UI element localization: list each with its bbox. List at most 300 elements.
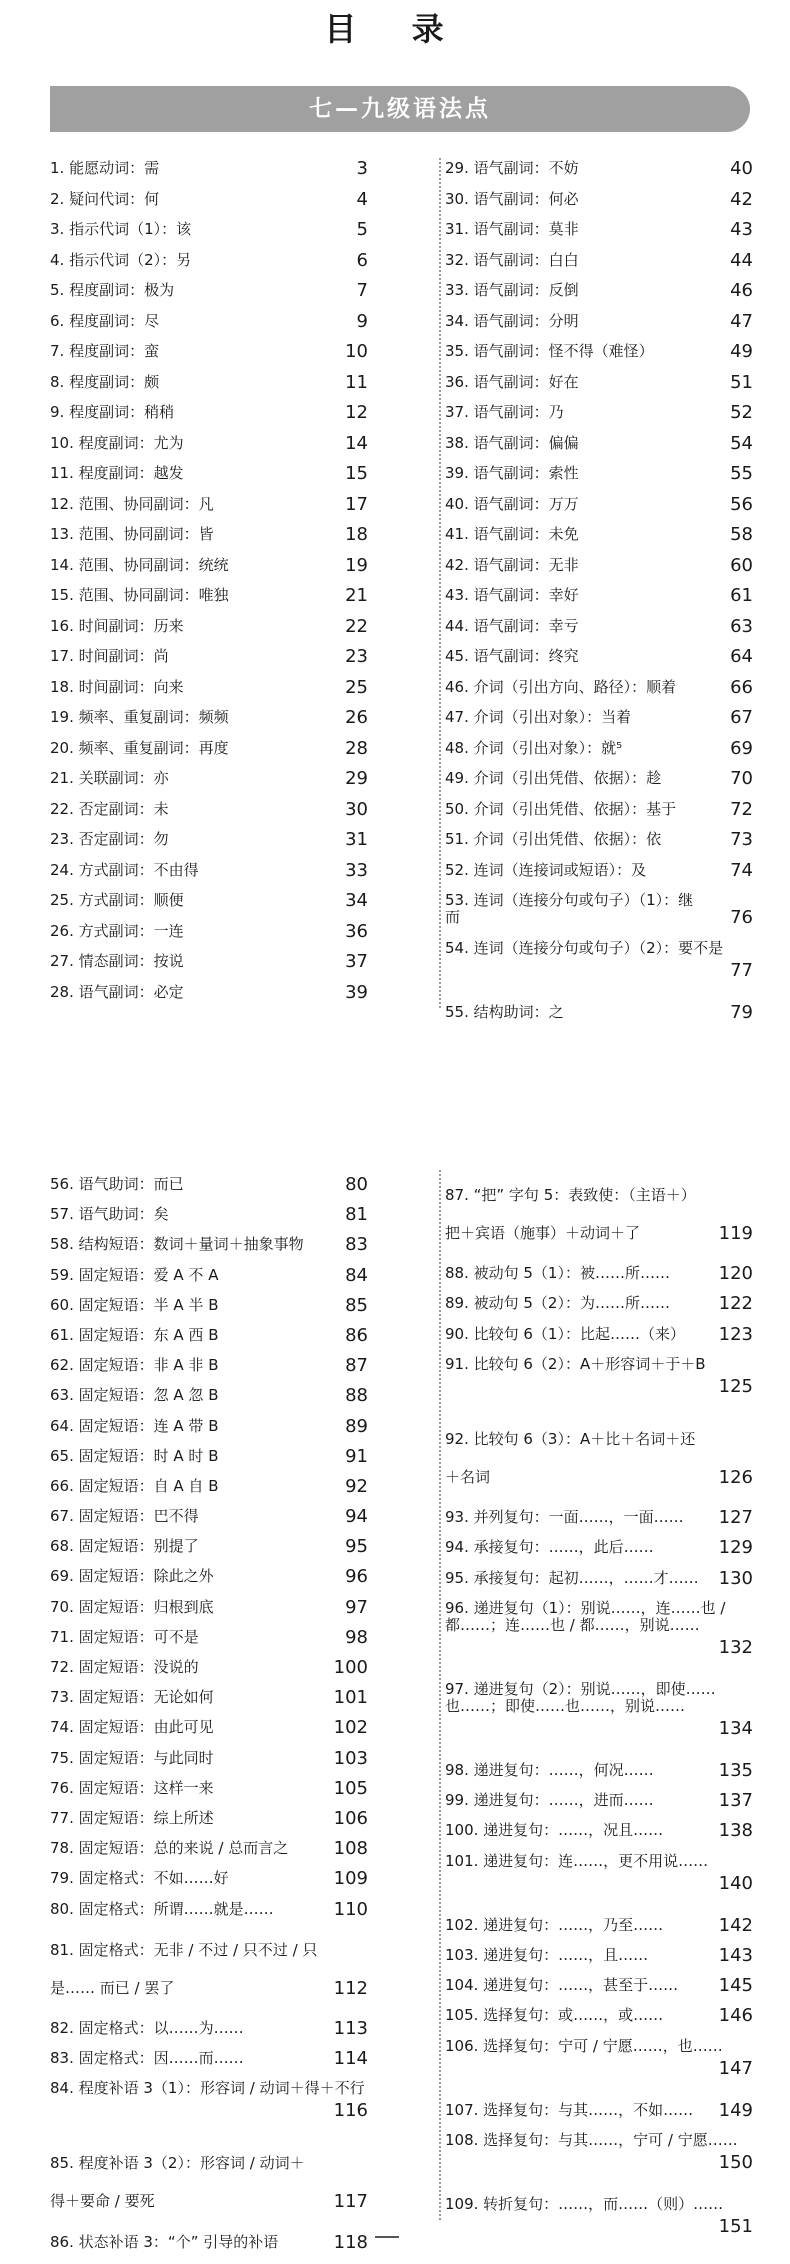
toc-entry[interactable] <box>445 404 755 421</box>
toc-entry[interactable] <box>50 432 370 454</box>
toc-entry[interactable] <box>445 188 755 210</box>
toc-entry-title: 33. 语气副词：反倒 <box>445 281 579 299</box>
toc-entry[interactable] <box>50 1264 370 1286</box>
toc-entry-title: 25. 方式副词：顺便 <box>50 891 184 909</box>
toc-entry-page-number: 54 <box>730 432 753 454</box>
toc-entry-page-number: 22 <box>345 615 368 637</box>
toc-entry[interactable] <box>445 2038 755 2089</box>
toc-entry-page-number: 3 <box>356 158 368 179</box>
toc-entry-title: 90. 比较句 6（1）：比起……（来） <box>445 1324 685 1343</box>
toc-entry[interactable] <box>445 940 755 991</box>
toc-entry-page-number: 63 <box>730 615 753 637</box>
toc-entry-page-number: 52 <box>730 402 753 423</box>
toc-entry-title: 41. 语气副词：未免 <box>445 525 579 543</box>
toc-entry[interactable] <box>50 221 370 238</box>
toc-entry-title: 7. 程度副词：蛮 <box>50 342 160 360</box>
toc-entry[interactable] <box>50 737 370 759</box>
toc-entry-title: 19. 频率、重复副词：频频 <box>50 708 229 726</box>
toc-entry[interactable] <box>50 676 370 698</box>
toc-entry[interactable] <box>50 188 370 210</box>
toc-entry[interactable] <box>50 859 370 881</box>
toc-entry[interactable] <box>445 493 755 515</box>
toc-entry-title: 13. 范围、协同副词：皆 <box>50 525 214 543</box>
toc-entry-title: 42. 语气副词：无非 <box>445 555 579 574</box>
toc-entry-title: 89. 被动句 5（2）：为……所…… <box>445 1294 670 1313</box>
toc-entry-title: 5. 程度副词：极为 <box>50 281 175 299</box>
toc-entry-page-number: 14 <box>345 432 368 454</box>
toc-entry-page-number: 106 <box>333 1807 368 1829</box>
toc-entry[interactable] <box>445 1760 755 1782</box>
toc-entry-title: 84. 程度补语 3（1）：形容词 / 动词＋得＋不行 <box>50 2079 365 2098</box>
toc-entry-page-number: 120 <box>718 1263 753 1285</box>
toc-entry-page-number: 140 <box>718 1872 753 1894</box>
toc-entry[interactable] <box>445 2196 755 2247</box>
toc-entry-title: 20. 频率、重复副词：再度 <box>50 738 229 757</box>
toc-entry-title: 101. 递进复句：连……，更不用说…… <box>445 1851 709 1870</box>
toc-entry-page-number: 80 <box>345 1174 368 1195</box>
toc-entry-title: 26. 方式副词：一连 <box>50 921 184 940</box>
toc-entry[interactable] <box>445 709 755 726</box>
toc-entry[interactable] <box>50 2231 370 2253</box>
toc-entry[interactable] <box>50 249 370 271</box>
toc-entry-page-number: 18 <box>345 524 368 545</box>
toc-entry[interactable] <box>445 2005 755 2027</box>
toc-entry-title: 107. 选择复句：与其……，不如…… <box>445 2100 694 2119</box>
toc-entry-page-number: 26 <box>345 707 368 728</box>
toc-entry-title: 105. 选择复句：或……，或…… <box>445 2006 664 2025</box>
toc-entry-title: 43. 语气副词：幸好 <box>445 586 579 604</box>
toc-entry-title: 83. 固定格式：因……而…… <box>50 2049 244 2068</box>
toc-entry[interactable] <box>50 1626 370 1648</box>
toc-entry-page-number: 49 <box>730 341 753 362</box>
toc-entry-page-number: 17 <box>345 493 368 515</box>
column-divider-top <box>439 158 441 1008</box>
toc-entry-page-number: 5 <box>356 219 368 240</box>
toc-entry-title: 38. 语气副词：偏偏 <box>445 433 579 452</box>
toc-entry-page-number: 64 <box>730 646 753 667</box>
toc-entry-title: 72. 固定短语：没说的 <box>50 1658 199 1676</box>
toc-entry-title: 50. 介词（引出凭借、依据）：基于 <box>445 799 677 818</box>
toc-entry-page-number: 6 <box>356 249 368 271</box>
toc-entry[interactable] <box>50 953 370 970</box>
toc-entry-title: 56. 语气助词：而已 <box>50 1175 184 1193</box>
toc-entry-page-number: 151 <box>718 2216 753 2238</box>
toc-entry[interactable] <box>445 1567 755 1589</box>
toc-entry[interactable] <box>445 343 755 360</box>
toc-entry-title: 59. 固定短语：爱 A 不 A <box>50 1265 219 1284</box>
toc-entry[interactable] <box>50 1838 370 1860</box>
toc-entry[interactable] <box>50 1747 370 1769</box>
toc-entry-page-number: 110 <box>333 1898 368 1920</box>
toc-entry-title: 71. 固定短语：可不是 <box>50 1627 199 1646</box>
section-banner: 七—九级语法点 <box>50 86 750 132</box>
toc-entry-title: 46. 介词（引出方向、路径）：顺着 <box>445 677 677 696</box>
toc-entry[interactable] <box>50 1204 370 1226</box>
toc-entry-title: 32. 语气副词：白白 <box>445 250 579 269</box>
toc-entry-page-number: 135 <box>718 1760 753 1782</box>
toc-entry[interactable] <box>50 1931 370 2007</box>
toc-entry[interactable] <box>50 831 370 848</box>
toc-entry-title: 11. 程度副词：越发 <box>50 464 184 482</box>
toc-entry[interactable] <box>50 770 370 787</box>
toc-entry-title: 44. 语气副词：幸亏 <box>445 616 579 635</box>
toc-entry-page-number: 46 <box>730 280 753 301</box>
toc-entry[interactable] <box>445 221 755 238</box>
toc-entry[interactable] <box>50 554 370 576</box>
toc-entry-page-number: 86 <box>345 1324 368 1346</box>
toc-entry[interactable] <box>445 798 755 820</box>
toc-entry-title: 40. 语气副词：万万 <box>445 494 579 513</box>
toc-entry-page-number: 98 <box>345 1626 368 1648</box>
toc-entry[interactable] <box>445 432 755 454</box>
toc-entry[interactable] <box>50 648 370 665</box>
toc-entry-title: 12. 范围、协同副词：凡 <box>50 494 214 513</box>
toc-entry[interactable] <box>445 1600 755 1668</box>
toc-entry-title: 103. 递进复句：……，且…… <box>445 1946 649 1964</box>
toc-entry-page-number: 4 <box>356 188 368 210</box>
toc-entry-page-number: 72 <box>730 798 753 820</box>
toc-entry-page-number: 40 <box>730 158 753 179</box>
toc-entry-page-number: 88 <box>345 1385 368 1407</box>
toc-entry[interactable] <box>445 859 755 881</box>
toc-entry[interactable] <box>50 981 370 1003</box>
toc-entry-title: 54. 连词（连接分句或句子）（2）：要不是 <box>445 938 724 957</box>
toc-entry[interactable] <box>445 1537 755 1559</box>
toc-entry[interactable] <box>445 1176 755 1252</box>
toc-entry-title: 1. 能愿动词：需 <box>50 159 160 177</box>
toc-entry-page-number: 74 <box>730 859 753 881</box>
toc-entry[interactable] <box>445 554 755 576</box>
toc-entry-title: 73. 固定短语：无论如何 <box>50 1688 214 1707</box>
toc-entry-page-number: 87 <box>345 1355 368 1377</box>
toc-entry-title: 76. 固定短语：这样一来 <box>50 1778 214 1797</box>
toc-entry[interactable] <box>50 343 370 360</box>
toc-entry-page-number: 142 <box>718 1914 753 1936</box>
toc-entry[interactable] <box>445 737 755 759</box>
toc-entry-page-number: 95 <box>345 1536 368 1558</box>
toc-entry-title: 10. 程度副词：尤为 <box>50 433 184 452</box>
toc-entry-title: 61. 固定短语：东 A 西 B <box>50 1325 219 1344</box>
toc-entry[interactable] <box>50 1659 370 1676</box>
toc-entry-page-number: 10 <box>345 341 368 362</box>
toc-entry[interactable] <box>50 1475 370 1497</box>
toc-entry[interactable] <box>50 493 370 515</box>
toc-entry-page-number: 19 <box>345 554 368 576</box>
toc-entry[interactable] <box>445 1853 755 1904</box>
toc-entry-title: 35. 语气副词：怪不得（难怪） <box>445 342 654 360</box>
toc-entry-page-number: 23 <box>345 646 368 667</box>
toc-entry-title: 3. 指示代词（1）：该 <box>50 220 192 238</box>
toc-entry[interactable] <box>445 831 755 848</box>
toc-entry[interactable] <box>445 1323 755 1345</box>
toc-entry[interactable] <box>50 2144 370 2220</box>
toc-entry[interactable] <box>50 1294 370 1316</box>
toc-entry-title: 77. 固定短语：综上所述 <box>50 1808 214 1827</box>
toc-entry-title: 87. “把” 字句 5：表致使：（主语＋）把＋宾语（施事）＋动词＋了 <box>445 1186 696 1242</box>
toc-entry[interactable] <box>445 1004 755 1021</box>
toc-entry-title: 94. 承接复句：……，此后…… <box>445 1538 654 1557</box>
toc-entry-page-number: 112 <box>333 1977 368 1999</box>
toc-entry[interactable] <box>445 371 755 393</box>
toc-entry-title: 58. 结构短语：数词＋量词＋抽象事物 <box>50 1235 304 1254</box>
toc-entry-title: 49. 介词（引出凭借、依据）：趁 <box>445 769 662 787</box>
toc-entry[interactable] <box>50 1385 370 1407</box>
toc-entry-title: 45. 语气副词：终究 <box>445 647 579 665</box>
toc-entry-page-number: 134 <box>718 1717 753 1739</box>
toc-entry-title: 80. 固定格式：所谓……就是…… <box>50 1899 274 1918</box>
toc-entry[interactable] <box>50 310 370 332</box>
toc-entry[interactable] <box>50 282 370 299</box>
toc-entry-title: 74. 固定短语：由此可见 <box>50 1718 214 1737</box>
toc-entry-page-number: 37 <box>345 951 368 972</box>
toc-entry-title: 15. 范围、协同副词：唯独 <box>50 586 229 604</box>
toc-entry-page-number: 31 <box>345 829 368 850</box>
toc-entry[interactable] <box>50 920 370 942</box>
toc-entry-page-number: 117 <box>333 2191 368 2213</box>
toc-entry-page-number: 56 <box>730 493 753 515</box>
toc-entry-title: 96. 递进复句（1）：别说……，连……也 / 都……；连……也 / 都……，别说…… <box>445 1598 726 1634</box>
toc-entry-title: 85. 程度补语 3（2）：形容词 / 动词＋得＋要命 / 要死 <box>50 2154 305 2211</box>
toc-entry[interactable] <box>445 2099 755 2121</box>
toc-entry[interactable] <box>445 1681 755 1749</box>
toc-entry-title: 4. 指示代词（2）：另 <box>50 250 192 269</box>
toc-entry-page-number: 11 <box>345 371 368 393</box>
toc-entry-title: 97. 递进复句（2）：别说……，即使……也……；即使……也……，别说…… <box>445 1679 716 1715</box>
toc-entry-title: 98. 递进复句：……，何况…… <box>445 1761 654 1780</box>
toc-entry-title: 69. 固定短语：除此之外 <box>50 1567 214 1586</box>
toc-entry-page-number: 9 <box>356 310 368 332</box>
toc-entry-title: 78. 固定短语：总的来说 / 总而言之 <box>50 1839 289 1858</box>
toc-entry-page-number: 69 <box>730 737 753 759</box>
toc-entry[interactable] <box>50 1687 370 1709</box>
toc-entry-page-number: 130 <box>718 1567 753 1589</box>
toc-entry-page-number: 51 <box>730 371 753 393</box>
toc-entry-page-number: 25 <box>345 676 368 698</box>
toc-entry-page-number: 146 <box>718 2005 753 2027</box>
toc-entry-page-number: 21 <box>345 585 368 606</box>
toc-entry-title: 106. 选择复句：宁可 / 宁愿……，也…… <box>445 2036 723 2055</box>
toc-entry-page-number: 44 <box>730 249 753 271</box>
toc-entry-page-number: 127 <box>718 1507 753 1529</box>
toc-entry-title: 2. 疑问代词：何 <box>50 189 160 208</box>
toc-entry-page-number: 39 <box>345 981 368 1003</box>
toc-entry-page-number: 116 <box>333 2100 368 2122</box>
toc-entry[interactable] <box>445 282 755 299</box>
toc-entry[interactable] <box>50 2017 370 2039</box>
toc-entry[interactable] <box>445 465 755 482</box>
toc-entry-title: 34. 语气副词：分明 <box>445 311 579 330</box>
toc-entry-title: 36. 语气副词：好在 <box>445 372 579 391</box>
toc-entry-title: 24. 方式副词：不由得 <box>50 860 199 879</box>
toc-entry[interactable] <box>445 1263 755 1285</box>
toc-entry[interactable] <box>50 1807 370 1829</box>
toc-entry-title: 68. 固定短语：别提了 <box>50 1537 199 1556</box>
toc-entry[interactable] <box>445 1507 755 1529</box>
toc-entry-page-number: 101 <box>333 1687 368 1709</box>
toc-entry-title: 47. 介词（引出对象）：当着 <box>445 708 632 726</box>
toc-entry-page-number: 125 <box>718 1375 753 1397</box>
toc-entry-page-number: 15 <box>345 463 368 484</box>
toc-entry-title: 23. 否定副词：勿 <box>50 830 169 848</box>
toc-entry-title: 93. 并列复句：一面……，一面…… <box>445 1508 684 1527</box>
toc-entry-title: 108. 选择复句：与其……，宁可 / 宁愿…… <box>445 2130 738 2149</box>
toc-entry-page-number: 55 <box>730 463 753 484</box>
toc-entry[interactable] <box>445 2132 755 2183</box>
toc-entry[interactable] <box>50 2080 370 2131</box>
toc-entry-page-number: 122 <box>718 1293 753 1315</box>
toc-entry[interactable] <box>445 526 755 543</box>
toc-entry[interactable] <box>50 371 370 393</box>
toc-column-top-left <box>50 160 370 1014</box>
toc-entry[interactable] <box>445 615 755 637</box>
toc-entry-page-number: 30 <box>345 798 368 820</box>
toc-entry-page-number: 97 <box>345 1596 368 1618</box>
toc-entry-page-number: 109 <box>333 1868 368 1890</box>
toc-entry-title: 88. 被动句 5（1）：被……所…… <box>445 1264 670 1283</box>
toc-entry-title: 14. 范围、协同副词：统统 <box>50 555 229 574</box>
toc-entry-page-number: 58 <box>730 524 753 545</box>
toc-entry[interactable] <box>50 465 370 482</box>
toc-entry[interactable] <box>50 1717 370 1739</box>
toc-entry[interactable] <box>50 1445 370 1467</box>
toc-entry-title: 64. 固定短语：连 A 带 B <box>50 1416 219 1435</box>
toc-entry-page-number: 114 <box>333 2048 368 2070</box>
page-footer-mark <box>375 2236 399 2238</box>
toc-entry-page-number: 29 <box>345 768 368 789</box>
toc-entry-title: 82. 固定格式：以……为…… <box>50 2018 244 2037</box>
toc-entry[interactable] <box>50 587 370 604</box>
toc-entry[interactable] <box>50 1566 370 1588</box>
toc-entry-title: 39. 语气副词：索性 <box>445 464 579 482</box>
toc-entry[interactable] <box>50 160 370 177</box>
toc-entry[interactable] <box>50 404 370 421</box>
toc-entry-page-number: 81 <box>345 1204 368 1226</box>
toc-entry-page-number: 96 <box>345 1566 368 1588</box>
toc-entry[interactable] <box>50 1355 370 1377</box>
toc-entry[interactable] <box>445 1975 755 1997</box>
toc-entry[interactable] <box>50 1868 370 1890</box>
toc-entry-title: 27. 情态副词：按说 <box>50 952 184 970</box>
toc-entry-title: 62. 固定短语：非 A 非 B <box>50 1356 219 1375</box>
toc-entry[interactable] <box>50 798 370 820</box>
toc-entry[interactable] <box>445 1356 755 1407</box>
toc-entry[interactable] <box>50 1324 370 1346</box>
toc-entry[interactable] <box>50 1898 370 1920</box>
toc-entry-page-number: 67 <box>730 707 753 728</box>
toc-entry-page-number: 47 <box>730 310 753 332</box>
toc-entry-title: 92. 比较句 6（3）：A＋比＋名词＋还＋名词 <box>445 1429 696 1486</box>
toc-entry-title: 31. 语气副词：莫非 <box>445 220 579 238</box>
toc-entry[interactable] <box>50 1415 370 1437</box>
toc-entry-title: 21. 关联副词：亦 <box>50 769 169 787</box>
toc-entry-page-number: 108 <box>333 1838 368 1860</box>
toc-entry[interactable] <box>445 1293 755 1315</box>
toc-entry[interactable] <box>445 1947 755 1964</box>
toc-entry[interactable] <box>50 892 370 909</box>
toc-entry-title: 57. 语气助词：矣 <box>50 1205 169 1224</box>
toc-entry[interactable] <box>445 676 755 698</box>
toc-entry-title: 67. 固定短语：巴不得 <box>50 1507 199 1526</box>
toc-entry-page-number: 28 <box>345 737 368 759</box>
toc-entry-title: 16. 时间副词：历来 <box>50 616 184 635</box>
toc-entry-title: 28. 语气副词：必定 <box>50 982 184 1001</box>
toc-entry-title: 6. 程度副词：尽 <box>50 311 160 330</box>
toc-entry-title: 51. 介词（引出凭借、依据）：依 <box>445 830 662 848</box>
toc-entry[interactable] <box>50 2048 370 2070</box>
toc-entry-page-number: 42 <box>730 188 753 210</box>
toc-entry[interactable] <box>50 1234 370 1256</box>
toc-entry-page-number: 137 <box>718 1790 753 1812</box>
toc-entry-page-number: 36 <box>345 920 368 942</box>
toc-entry[interactable] <box>445 587 755 604</box>
toc-entry-title: 60. 固定短语：半 A 半 B <box>50 1295 219 1314</box>
column-divider-bottom <box>439 1170 441 2220</box>
toc-entry-title: 99. 递进复句：……，进而…… <box>445 1791 654 1810</box>
toc-entry[interactable] <box>445 770 755 787</box>
toc-entry-title: 52. 连词（连接词或短语）：及 <box>445 860 647 879</box>
toc-entry-page-number: 89 <box>345 1415 368 1437</box>
toc-entry[interactable] <box>50 1596 370 1618</box>
toc-entry[interactable] <box>50 1176 370 1193</box>
toc-entry-page-number: 118 <box>333 2231 368 2253</box>
toc-entry-title: 37. 语气副词：乃 <box>445 403 564 421</box>
toc-entry[interactable] <box>445 1820 755 1842</box>
toc-entry[interactable] <box>50 1536 370 1558</box>
toc-entry[interactable] <box>50 1506 370 1528</box>
toc-entry-page-number: 150 <box>718 2151 753 2173</box>
toc-entry[interactable] <box>50 526 370 543</box>
toc-entry[interactable] <box>445 1914 755 1936</box>
toc-entry-page-number: 43 <box>730 219 753 240</box>
toc-entry[interactable] <box>445 310 755 332</box>
toc-entry-title: 17. 时间副词：尚 <box>50 647 169 665</box>
toc-entry-page-number: 77 <box>730 959 753 981</box>
toc-entry-title: 63. 固定短语：忽 A 忽 B <box>50 1386 219 1405</box>
toc-entry-title: 29. 语气副词：不妨 <box>445 159 579 177</box>
toc-entry-title: 66. 固定短语：自 A 自 B <box>50 1476 219 1495</box>
toc-entry-title: 75. 固定短语：与此同时 <box>50 1748 214 1767</box>
toc-entry-title: 22. 否定副词：未 <box>50 799 169 818</box>
toc-entry-page-number: 7 <box>356 280 368 301</box>
toc-entry-page-number: 132 <box>718 1636 753 1658</box>
toc-entry-page-number: 100 <box>333 1657 368 1678</box>
toc-entry-title: 109. 转折复句：……，而……（则）…… <box>445 2195 724 2214</box>
toc-entry[interactable] <box>50 709 370 726</box>
toc-column-bottom-right <box>445 1176 755 2260</box>
toc-entry[interactable] <box>445 249 755 271</box>
toc-entry-title: 100. 递进复句：……，况且…… <box>445 1821 664 1840</box>
toc-entry[interactable] <box>50 1777 370 1799</box>
toc-entry[interactable] <box>445 892 755 926</box>
page-title: 目 录 <box>324 10 466 48</box>
toc-entry[interactable] <box>445 1790 755 1812</box>
toc-entry-page-number: 79 <box>730 1002 753 1023</box>
toc-entry-title: 18. 时间副词：向来 <box>50 677 184 696</box>
toc-entry-page-number: 145 <box>718 1975 753 1997</box>
toc-entry[interactable] <box>50 615 370 637</box>
toc-entry-title: 65. 固定短语：时 A 时 B <box>50 1446 219 1465</box>
toc-entry-page-number: 103 <box>333 1747 368 1769</box>
toc-entry-page-number: 61 <box>730 585 753 606</box>
toc-entry-title: 102. 递进复句：……，乃至…… <box>445 1915 664 1934</box>
toc-entry[interactable] <box>445 160 755 177</box>
toc-entry[interactable] <box>445 1420 755 1496</box>
toc-entry[interactable] <box>445 648 755 665</box>
toc-entry-page-number: 70 <box>730 768 753 789</box>
toc-entry-title: 70. 固定短语：归根到底 <box>50 1597 214 1616</box>
toc-entry-title: 48. 介词（引出对象）：就⁵ <box>445 738 623 757</box>
toc-entry-page-number: 76 <box>730 907 753 928</box>
